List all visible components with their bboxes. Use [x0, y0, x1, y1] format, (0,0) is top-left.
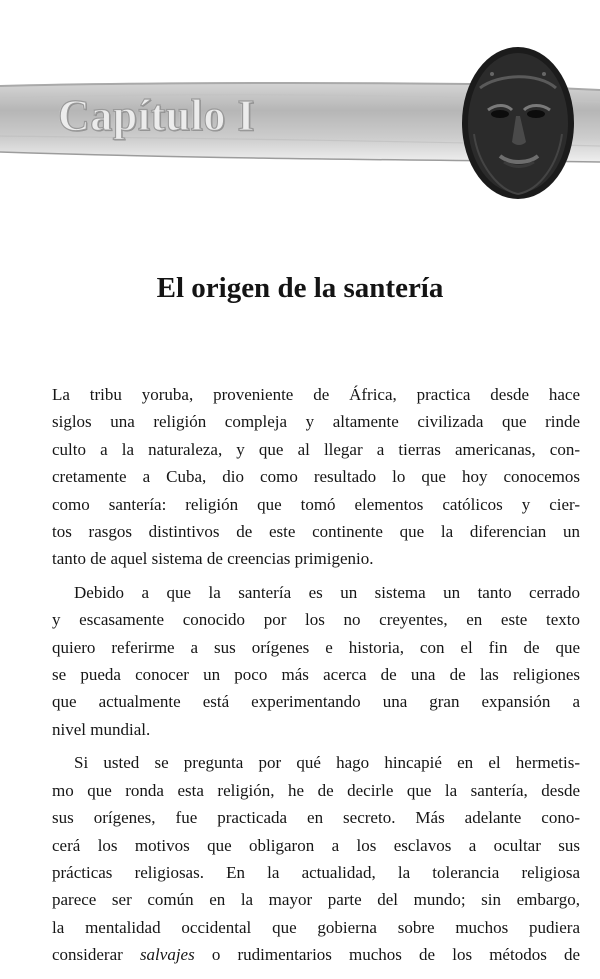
text-line: Debido a que la santería es un sistema un tanto cerrado	[74, 582, 580, 602]
paragraph-2	[52, 579, 580, 743]
text-line: como santería: religión que tomó elementos católicos y cier-	[52, 494, 580, 514]
section-title: El origen de la santería	[156, 272, 444, 304]
text-line: siglos una religión compleja y altamente civilizada que rinde	[52, 412, 580, 432]
text-line: parece ser común en la mayor parte del mundo; sin embargo,	[52, 890, 580, 910]
african-mask-illustration	[458, 44, 578, 202]
text-line: Si usted se pregunta por qué hago hincapié en el hermetis-	[74, 753, 580, 773]
text-line: quiero referirme a sus orígenes e historia, con el fin de que	[52, 637, 580, 657]
paragraph-1	[52, 381, 580, 573]
text-segment: o rudimentarios muchos de los métodos de	[194, 945, 580, 965]
text-line: se pueda conocer un poco más acerca de una de las religiones	[52, 665, 580, 685]
body-text	[52, 381, 580, 969]
text-line: cretamente a Cuba, dio como resultado lo que hoy conocemos	[52, 467, 580, 487]
text-line: nivel mundial.	[52, 719, 151, 739]
text-line: que actualmente está experimentando una gran expansión a	[52, 692, 580, 712]
text-line	[52, 941, 580, 968]
emphasized-word: salvajes	[139, 945, 195, 965]
text-line: tos rasgos distintivos de este continente que la diferencian un	[52, 522, 580, 542]
text-line: sus orígenes, fue practicada en secreto. Más adelante cono-	[52, 808, 580, 828]
text-line: La tribu yoruba, proveniente de África, practica desde hace	[52, 385, 580, 404]
text-line: tanto de aquel sistema de creencias primigenio.	[52, 549, 374, 569]
text-line: mo que ronda esta religión, he de decirle que la santería, desde	[52, 780, 580, 800]
paragraph-3	[52, 749, 580, 968]
text-line: culto a la naturaleza, y que al llegar a tierras americanas, con-	[52, 439, 580, 459]
text-line: y escasamente conocido por los no creyentes, en este texto	[52, 610, 580, 630]
text-line: cerá los motivos que obligaron a los esclavos a ocultar sus	[52, 835, 580, 855]
text-line: la mentalidad occidental que gobierna sobre muchos pudiera	[52, 917, 580, 937]
chapter-label: Capítulo I	[58, 91, 255, 140]
text-line: prácticas religiosas. En la actualidad, la tolerancia religiosa	[52, 862, 580, 882]
text-segment: considerar	[52, 945, 140, 965]
